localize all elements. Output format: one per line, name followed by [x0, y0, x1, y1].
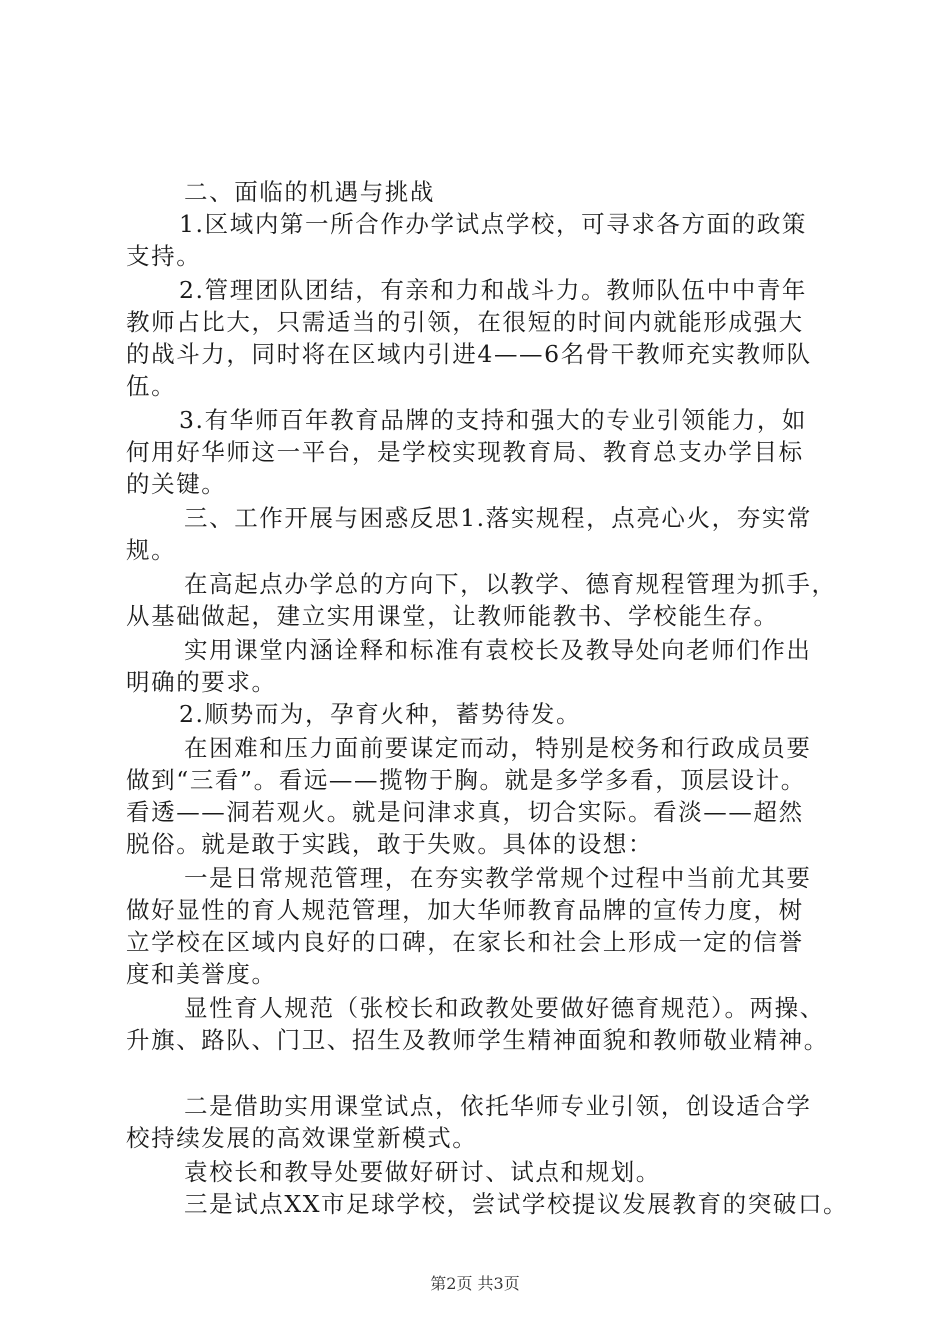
paragraph-line: 升旗、路队、门卫、招生及教师学生精神面貌和教师敬业精神。 — [126, 1026, 829, 1054]
section-heading-work: 三、工作开展与困惑反思1.落实规程，点亮心火，夯实常 — [184, 504, 813, 532]
paragraph-line: 从基础做起，建立实用课堂，让教师能教书、学校能生存。 — [126, 602, 779, 630]
section-heading-opportunities: 二、面临的机遇与挑战 — [184, 178, 435, 206]
paragraph-line: 实用课堂内涵诠释和标准有袁校长及教导处向老师们作出 — [184, 636, 812, 664]
paragraph-line: 度和美誉度。 — [126, 960, 277, 988]
paragraph-line: 规。 — [126, 536, 177, 564]
paragraph-line: 一是日常规范管理，在夯实教学常规个过程中当前尤其要 — [184, 864, 812, 892]
paragraph-line: 二是借助实用课堂试点，依托华师专业引领，创设适合学 — [184, 1092, 812, 1120]
paragraph-line: 做好显性的育人规范管理，加大华师教育品牌的宣传力度，树 — [126, 896, 804, 924]
paragraph-line: 的关键。 — [126, 470, 227, 498]
paragraph-line: 脱俗。就是敢于实践，敢于失败。具体的设想： — [126, 830, 654, 858]
paragraph-line: 在高起点办学总的方向下，以教学、德育规程管理为抓手， — [184, 570, 837, 598]
paragraph-line: 伍。 — [126, 372, 177, 400]
paragraph-line: 校持续发展的高效课堂新模式。 — [126, 1124, 478, 1152]
paragraph-line: 1.区域内第一所合作办学试点学校，可寻求各方面的政策 — [179, 210, 808, 238]
paragraph-line: 袁校长和教导处要做好研讨、试点和规划。 — [184, 1158, 661, 1186]
paragraph-line: 在困难和压力面前要谋定而动，特别是校务和行政成员要 — [184, 734, 812, 762]
paragraph-line: 的战斗力，同时将在区域内引进4——6名骨干教师充实教师队 — [126, 340, 812, 368]
paragraph-line: 明确的要求。 — [126, 668, 277, 696]
paragraph-line: 教师占比大，只需适当的引领，在很短的时间内就能形成强大 — [126, 308, 804, 336]
paragraph-line: 支持。 — [126, 242, 202, 270]
paragraph-line: 做到“三看”。看远——揽物于胸。就是多学多看，顶层设计。 — [126, 766, 806, 794]
paragraph-line: 何用好华师这一平台，是学校实现教育局、教育总支办学目标 — [126, 438, 804, 466]
paragraph-line: 立学校在区域内良好的口碑，在家长和社会上形成一定的信誉 — [126, 928, 804, 956]
paragraph-line: 三是试点XX市足球学校，尝试学校提议发展教育的突破口。 — [184, 1190, 849, 1218]
paragraph-line: 显性育人规范（张校长和政教处要做好德育规范）。两操、 — [184, 994, 825, 1022]
page-number-footer: 第2页 共3页 — [430, 1274, 520, 1293]
subheading-line: 2.顺势而为，孕育火种，蓄势待发。 — [179, 700, 582, 728]
paragraph-line: 看透——洞若观火。就是问津求真，切合实际。看淡——超然 — [126, 798, 804, 826]
paragraph-line: 2.管理团队团结，有亲和力和战斗力。教师队伍中中青年 — [179, 276, 808, 304]
paragraph-line: 3.有华师百年教育品牌的支持和强大的专业引领能力，如 — [179, 406, 808, 434]
